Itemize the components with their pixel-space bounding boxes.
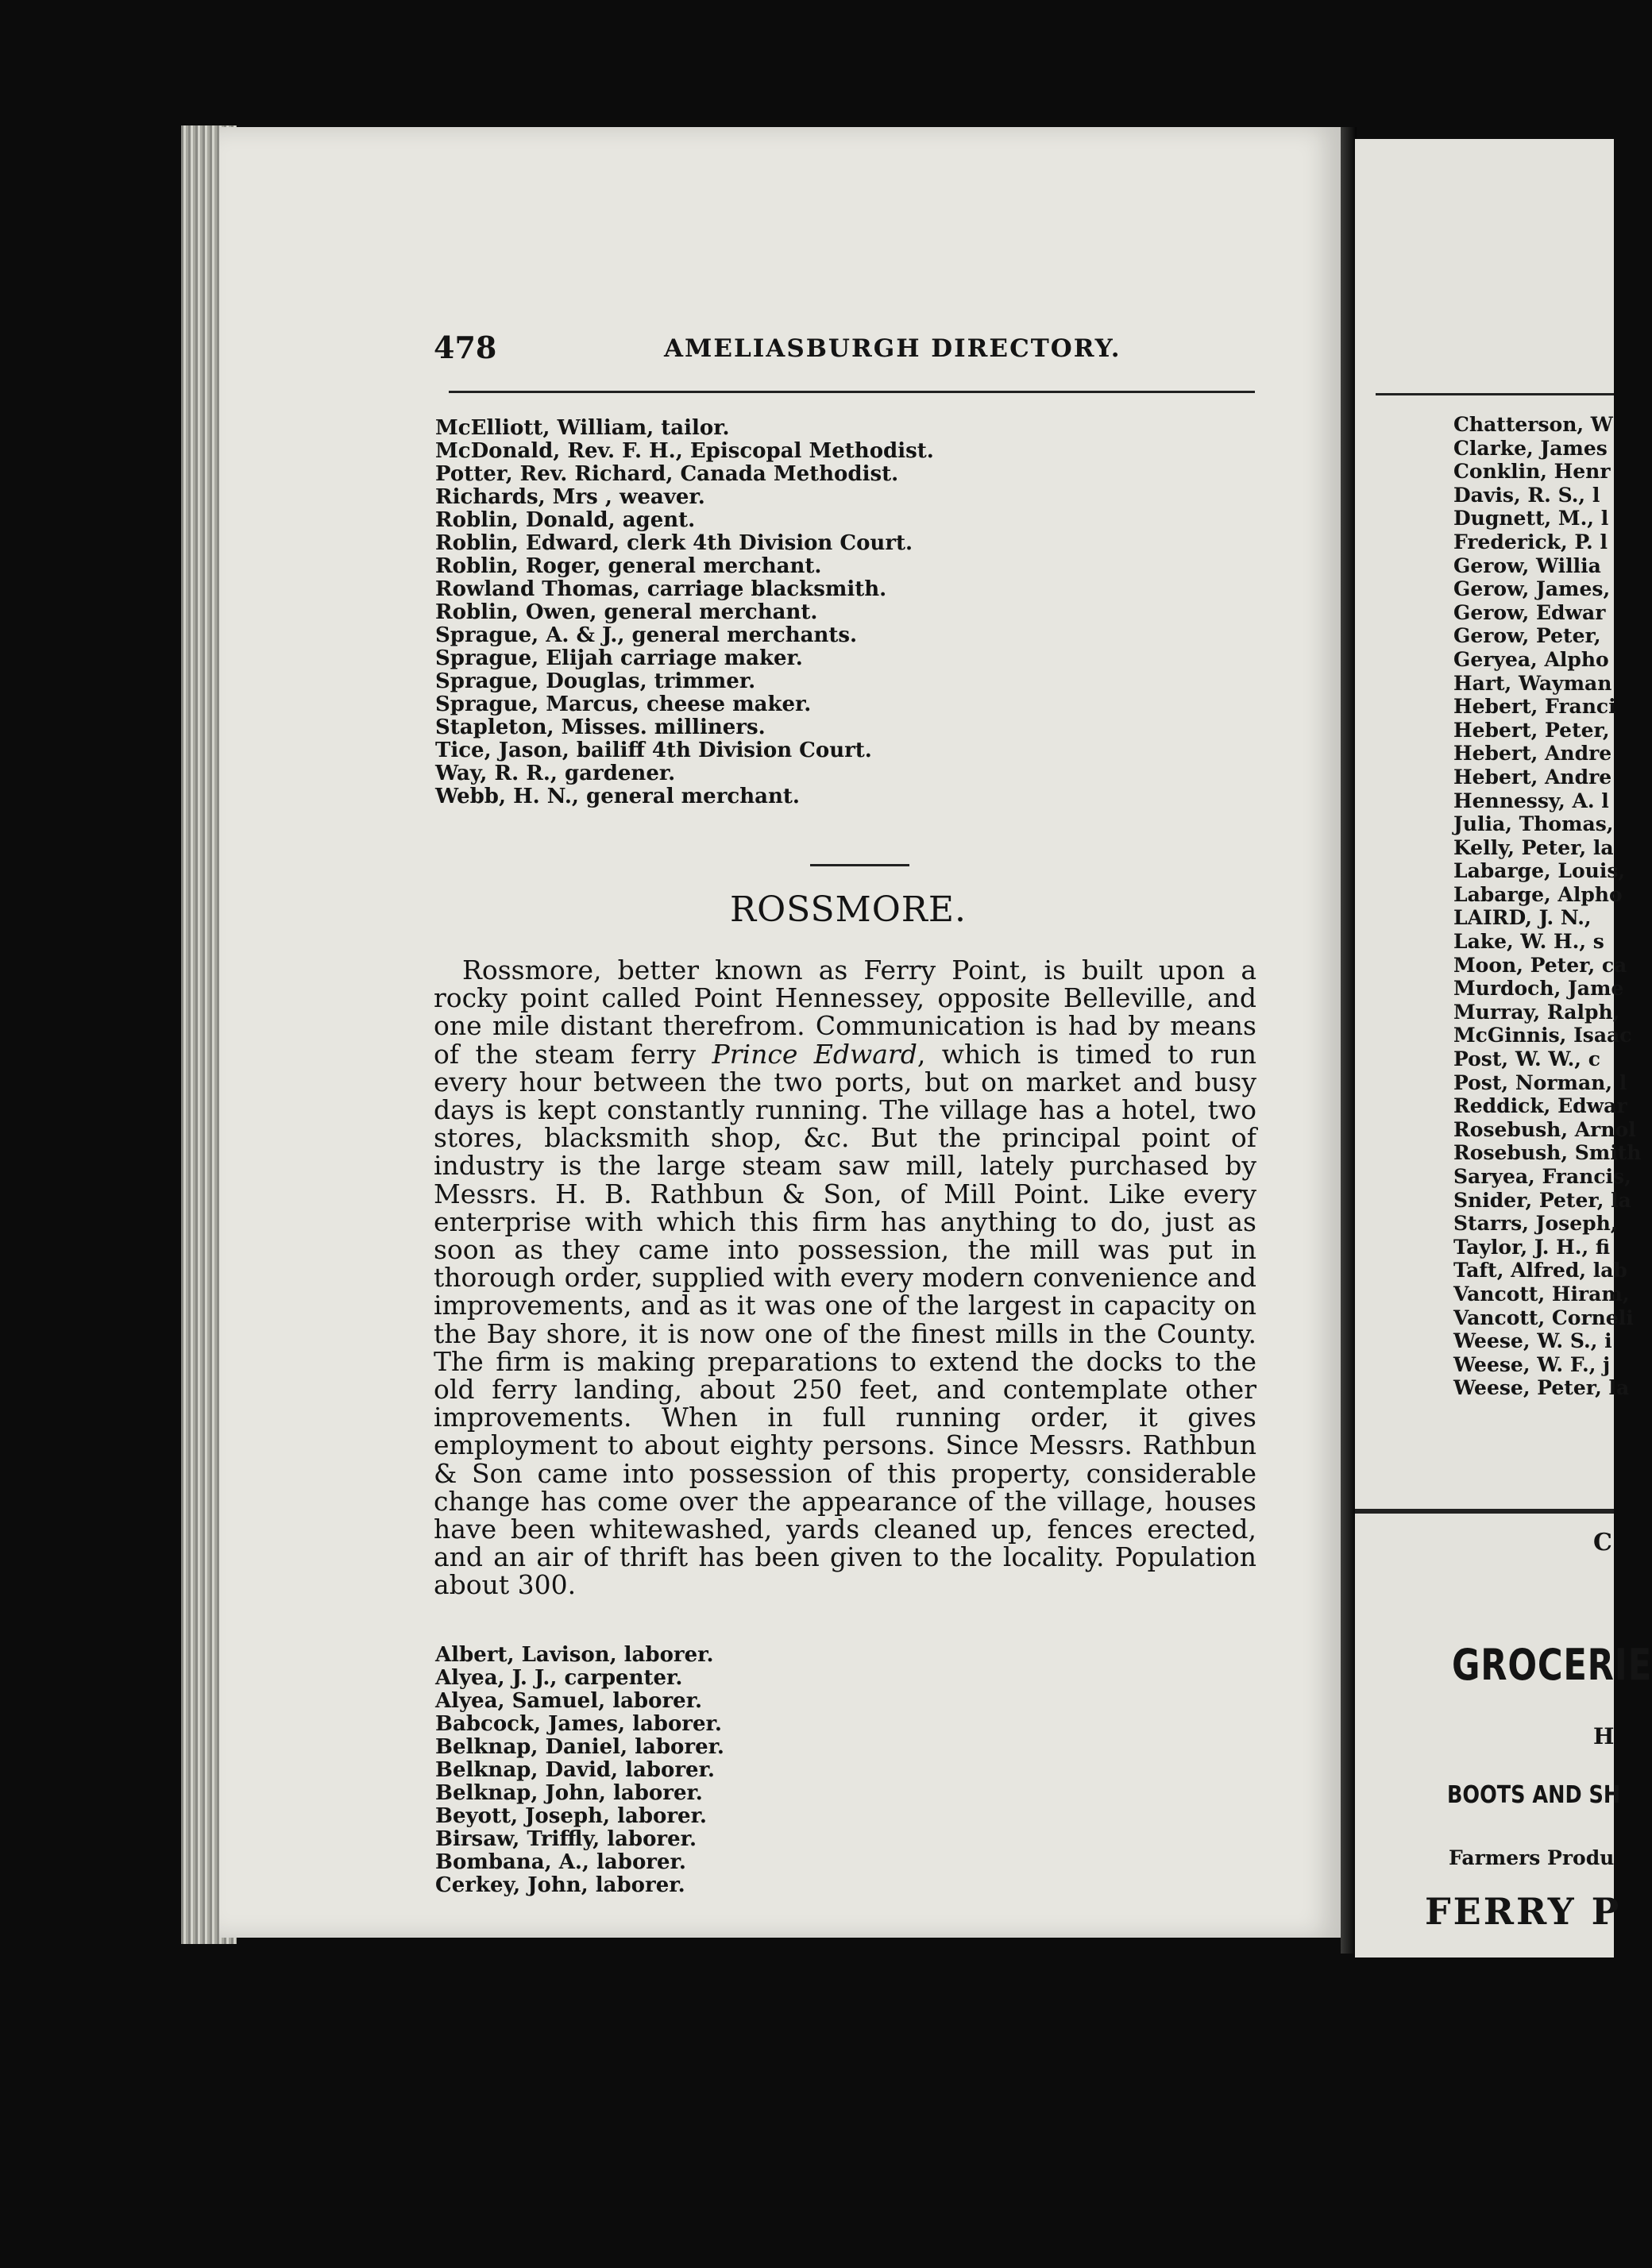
page-number: 478	[434, 330, 497, 365]
list-item: Rosebush, Smith	[1453, 1141, 1642, 1165]
list-item: Hebert, Andre	[1453, 765, 1612, 789]
list-item: Potter, Rev. Richard, Canada Methodist.	[435, 462, 899, 486]
list-item: Tice, Jason, bailiff 4th Division Court.	[435, 739, 872, 762]
list-item: Snider, Peter, la	[1453, 1188, 1631, 1212]
list-item: Roblin, Donald, agent.	[435, 508, 696, 532]
list-item: Roblin, Edward, clerk 4th Division Court.	[435, 531, 913, 555]
list-item: Vancott, Hiram,	[1453, 1282, 1630, 1306]
list-item: Davis, R. S., l	[1453, 483, 1600, 507]
list-item: Taylor, J. H., fi	[1453, 1235, 1611, 1259]
section-rule	[810, 864, 909, 866]
ad-letter-h: H	[1593, 1723, 1615, 1749]
list-item: Hebert, Franci	[1453, 695, 1616, 719]
list-item: Way, R. R., gardener.	[435, 762, 676, 785]
list-item: Gerow, James,	[1453, 577, 1611, 601]
list-item: Sprague, Marcus, cheese maker.	[435, 692, 812, 716]
list-item: Sprague, Elijah carriage maker.	[435, 646, 803, 670]
list-item: Weese, W. S., i	[1453, 1329, 1612, 1353]
list-item: Webb, H. N., general merchant.	[435, 785, 800, 808]
list-item: Cerkey, John, laborer.	[435, 1873, 685, 1897]
list-item: Babcock, James, laborer.	[435, 1712, 722, 1736]
ad-farmers-produce: Farmers Produ	[1449, 1846, 1615, 1869]
list-item: Roblin, Owen, general merchant.	[435, 600, 818, 624]
list-item: Clarke, James	[1453, 436, 1608, 460]
right-page-ad-rule	[1355, 1509, 1614, 1514]
list-item: Weese, Peter, la	[1453, 1376, 1630, 1400]
header-rule	[449, 391, 1255, 393]
list-item: Sprague, Douglas, trimmer.	[435, 669, 756, 693]
directory-list-bottom	[435, 1644, 1261, 1897]
list-item: Reddick, Edwar	[1453, 1094, 1627, 1118]
right-page-top-rule	[1376, 393, 1614, 395]
list-item: Labarge, Louis,	[1453, 859, 1626, 883]
list-item: Belknap, David, laborer.	[435, 1758, 715, 1782]
list-item: Lake, W. H., s	[1453, 930, 1604, 954]
list-item: Murray, Ralph,	[1453, 1000, 1620, 1024]
list-item: Rosebush, Arnol	[1453, 1117, 1636, 1141]
list-item: Richards, Mrs , weaver.	[435, 485, 705, 509]
list-item: Chatterson, W	[1453, 413, 1613, 436]
list-item: Dugnett, M., l	[1453, 507, 1609, 530]
list-item: Frederick, P. l	[1453, 530, 1608, 554]
ad-letter-c: C	[1593, 1529, 1612, 1556]
list-item: Moon, Peter, ca	[1453, 953, 1627, 977]
list-item: Post, W. W., c	[1453, 1047, 1600, 1071]
paragraph-text-start: Rossmore, better known as Ferry Point, is built upon a rocky point called Point Hennessey, opposite Belleville, and one mile distant therefrom. Communication is had by means of the steam ferry	[434, 955, 1256, 1070]
list-item: McGinnis, Isaac	[1453, 1024, 1632, 1047]
list-item: Vancott, Corneli	[1453, 1306, 1634, 1329]
ad-boots-and-shoes: BOOTS AND SH	[1447, 1781, 1621, 1809]
ad-groceries: GROCERIE	[1452, 1640, 1652, 1690]
list-item: Julia, Thomas,	[1453, 812, 1614, 836]
list-item: Hart, Wayman	[1453, 671, 1612, 695]
list-item: Alyea, J. J., carpenter.	[435, 1666, 683, 1690]
list-item: Roblin, Roger, general merchant.	[435, 554, 822, 578]
right-page-directory-list	[1453, 413, 1641, 1400]
list-item: Labarge, Alpho	[1453, 882, 1623, 906]
list-item: Gerow, Peter,	[1453, 624, 1601, 648]
list-item: McDonald, Rev. F. H., Episcopal Methodist.	[435, 439, 934, 463]
list-item: Gerow, Willia	[1453, 554, 1601, 577]
list-item: Kelly, Peter, la	[1453, 835, 1614, 859]
paragraph-text-end: , which is timed to run every hour between the two ports, but on market and busy days is kept constantly running. The village has a hotel, two stores, blacksmith shop, &c. But the principal point of industry is the large steam saw mill, lately purchased by Messrs. H. B. Rathbun & Son, of Mill Point. Like every enterprise with which this firm has anything to do, just as soon as they came into possession, the mill was put in thorough order, supplied with every modern convenience and improvements, and as it was one of the largest in capacity on the Bay shore, it is now one of the finest mills in the County. The firm is making preparations to extend the docks to the old ferry landing, about 250 feet, and contemplate other improvements. When in full running order, it gives employment to about eighty persons. Since Messrs. Rathbun & Son came into possession of this property, considerable change has come over the appearance of the village, houses have been whitewashed, yards cleaned up, fences erected, and an air of thrift has been given to the locality. Population about 300.	[434, 1038, 1256, 1601]
list-item: McElliott, William, tailor.	[435, 416, 730, 440]
page-header	[434, 330, 1260, 369]
list-item: Hebert, Peter,	[1453, 718, 1610, 742]
book-gutter	[1341, 127, 1357, 1954]
list-item: Sprague, A. & J., general merchants.	[435, 623, 858, 647]
list-item: Stapleton, Misses. milliners.	[435, 716, 766, 739]
section-title: ROSSMORE.	[729, 889, 967, 930]
list-item: Geryea, Alpho	[1453, 647, 1609, 671]
right-page	[1355, 139, 1652, 1958]
list-item: Conklin, Henr	[1453, 460, 1611, 484]
list-item: Saryea, Francis,	[1453, 1165, 1631, 1188]
list-item: Bombana, A., laborer.	[435, 1850, 686, 1874]
directory-list-top	[435, 417, 1261, 808]
list-item: Taft, Alfred, lab	[1453, 1259, 1627, 1282]
list-item: Weese, W. F., j	[1453, 1352, 1611, 1376]
list-item: Rowland Thomas, carriage blacksmith.	[435, 577, 887, 601]
list-item: Beyott, Joseph, laborer.	[435, 1804, 707, 1828]
list-item: Birsaw, Triffly, laborer.	[435, 1827, 697, 1851]
list-item: Starrs, Joseph,	[1453, 1212, 1618, 1236]
list-item: Hennessy, A. l	[1453, 789, 1609, 812]
list-item: Post, Norman, l	[1453, 1070, 1627, 1094]
list-item: Gerow, Edwar	[1453, 600, 1606, 624]
ferry-name: Prince Edward	[712, 1038, 917, 1070]
rossmore-description	[434, 956, 1256, 1599]
list-item: Belknap, Daniel, laborer.	[435, 1735, 724, 1759]
running-head: AMELIASBURGH DIRECTORY.	[664, 334, 1121, 363]
list-item: Murdoch, Jame	[1453, 977, 1624, 1001]
ad-ferry-point: FERRY P	[1425, 1890, 1622, 1933]
list-item: Albert, Lavison, laborer.	[435, 1643, 714, 1667]
list-item: Belknap, John, laborer.	[435, 1781, 703, 1805]
list-item: LAIRD, J. N.,	[1453, 906, 1592, 930]
list-item: Hebert, Andre	[1453, 742, 1612, 766]
list-item: Alyea, Samuel, laborer.	[435, 1689, 703, 1713]
